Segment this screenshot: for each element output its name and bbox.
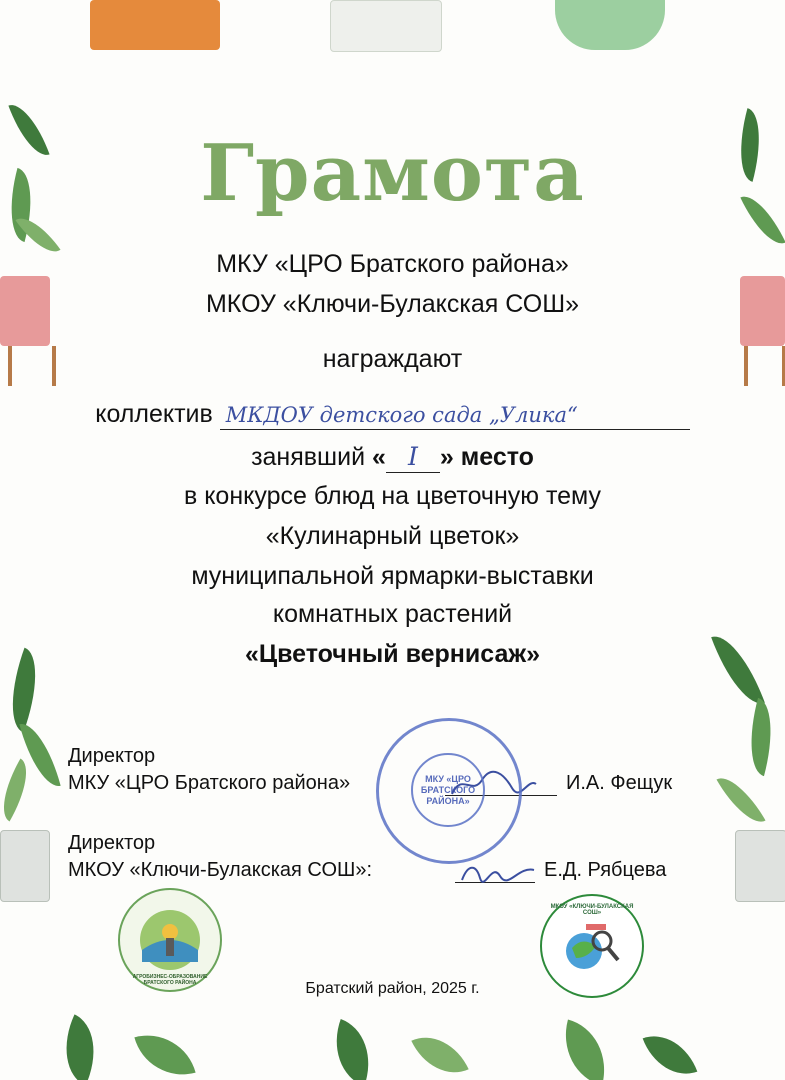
sig1-role: Директор bbox=[68, 745, 156, 767]
bottom-leaf-4 bbox=[411, 1024, 468, 1080]
certificate-title: Грамота bbox=[200, 128, 585, 219]
place-value: I bbox=[407, 442, 418, 471]
text-line-1: в конкурсе блюд на цветочную тему bbox=[183, 482, 601, 510]
right-grey-pot bbox=[735, 830, 785, 902]
bottom-leaf-6 bbox=[643, 1025, 698, 1080]
top-pot-orange bbox=[90, 0, 220, 50]
official-stamp bbox=[376, 718, 522, 864]
bottom-leaf-1 bbox=[49, 1014, 111, 1080]
event-name: «Цветочный вернисаж» bbox=[244, 640, 541, 668]
left-leaf-6 bbox=[0, 759, 40, 822]
top-pot-white bbox=[330, 0, 442, 52]
text-line-4: комнатных растений bbox=[272, 600, 513, 628]
place-close: » место bbox=[439, 443, 534, 471]
sig2-signature bbox=[458, 858, 538, 886]
place-prefix: занявший bbox=[251, 443, 366, 471]
school-logo-text: МКОУ «КЛЮЧИ-БУЛАКСКАЯ СОШ» bbox=[550, 904, 634, 916]
collective-value bbox=[220, 400, 690, 430]
agro-logo-text: АГРОБИЗНЕС-ОБРАЗОВАНИЕ БРАТСКОГО РАЙОНА bbox=[132, 974, 208, 986]
text-line-3: муниципальной ярмарки-выставки bbox=[191, 562, 594, 590]
stamp-center-text: МКУ «ЦРО БРАТСКОГО РАЙОНА» bbox=[411, 753, 485, 827]
awards-text: награждают bbox=[322, 345, 463, 373]
org-line-2: МКОУ «Ключи-Булакская СОШ» bbox=[205, 290, 580, 318]
text-line-2: «Кулинарный цветок» bbox=[265, 522, 520, 550]
sig2-org: МКОУ «Ключи-Булакская СОШ»: bbox=[68, 859, 373, 881]
sig2-role: Директор bbox=[68, 832, 156, 854]
bottom-leaf-5 bbox=[554, 1019, 617, 1080]
bottom-leaf-3 bbox=[322, 1019, 383, 1080]
sig1-name: И.А. Фещук bbox=[566, 772, 673, 794]
right-leaf-4 bbox=[739, 698, 783, 776]
place-open: « bbox=[372, 443, 386, 471]
place-value-box bbox=[386, 442, 440, 473]
top-pot-green bbox=[555, 0, 665, 50]
bottom-leaf-2 bbox=[134, 1024, 195, 1080]
collective-label: коллектив bbox=[95, 400, 213, 428]
sig2-name: Е.Д. Рябцева bbox=[544, 859, 667, 881]
sig1-org: МКУ «ЦРО Братского района» bbox=[68, 772, 351, 794]
collective-row bbox=[0, 400, 785, 430]
collective-handwriting: МКДОУ детского сада „Улика“ bbox=[225, 403, 578, 427]
org-line-1: МКУ «ЦРО Братского района» bbox=[216, 250, 569, 278]
left-grey-pot bbox=[0, 830, 50, 902]
place-row bbox=[0, 442, 785, 473]
right-leaf-5 bbox=[716, 769, 765, 832]
agro-education-logo bbox=[118, 888, 222, 992]
footer-place-year: Братский район, 2025 г. bbox=[305, 980, 480, 997]
